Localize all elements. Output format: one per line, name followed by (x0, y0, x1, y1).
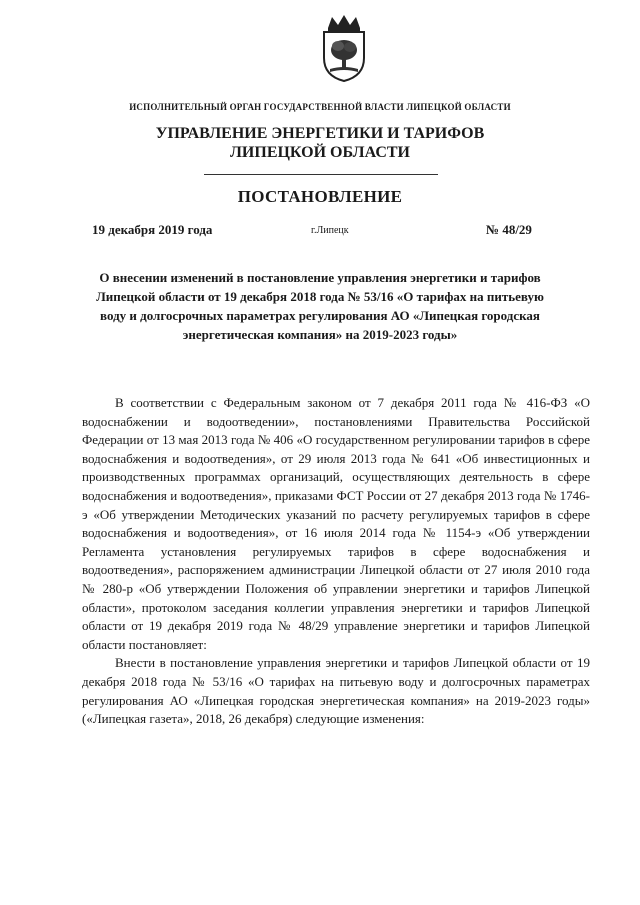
document-title: О внесении изменений в постановление управления энергетики и тарифов Липецкой области от 19 декабря 2018 года № 53/16 «О тарифах на питьевую воду и долгосрочных параметрах регулирования АО «Липецкая городская энергетическая компания» на 2019-2023 годы» (96, 270, 544, 342)
body-paragraph-preamble: В соответствии с Федеральным законом от 7 декабря 2011 года № 416-ФЗ «О водоснабжении и водоотведении», постановлениями Правительства Российской Федерации от 13 мая 2013 года № 406 «О государственном регулировании тарифов в сфере водоснабжения и водоотведения», от 29 июля 2013 года № 641 «Об инвестиционных и производственных программах организаций, осуществляющих деятельность в сфере водоснабжения и водоотведения», приказами ФСТ России от 27 декабря 2013 года № 1746-э «Об утверждении Методических указаний по расчету регулируемых тарифов в сфере водоснабжения и водоотведения», от 16 июля 2014 года № 1154-э «Об утверждении Регламента установления регулируемых тарифов в сфере водоснабжения и водоотведения», распоряжением администрации Липецкой области от 27 июля 2010 года № 280-р «Об утверждении Положения об управлении энергетики и тарифов Липецкой области», протоколом заседания коллегии управления энергетики и тарифов Липецкой области от 19 декабря 2019 года № 48/29 управление энергетики и тарифов Липецкой области постановляет: (82, 395, 590, 652)
document-body (82, 394, 590, 729)
body-paragraph-resolution: Внести в постановление управления энергетики и тарифов Липецкой области от 19 декабря 2018 года № 53/16 «О тарифах на питьевую воду и долгосрочных параметрах регулирования АО «Липецкая городская энергетическая компания» на 2019-2023 годы» («Липецкая газета», 2018, 26 декабря) следующие изменения: (82, 655, 590, 727)
organization-name-line2: ЛИПЕЦКОЙ ОБЛАСТИ (230, 144, 410, 161)
document-number: № 48/29 (486, 222, 532, 237)
issuer-line: ИСПОЛНИТЕЛЬНЫЙ ОРГАН ГОСУДАРСТВЕННОЙ ВЛАСТИ ЛИПЕЦКОЙ ОБЛАСТИ (129, 102, 511, 112)
document-date: 19 декабря 2019 года (92, 222, 213, 237)
header-divider (204, 174, 438, 175)
document-city: г.Липецк (311, 225, 349, 236)
document-type: ПОСТАНОВЛЕНИЕ (237, 187, 403, 206)
organization-name (0, 124, 640, 162)
coat-of-arms-icon (318, 14, 370, 82)
organization-name-line1: УПРАВЛЕНИЕ ЭНЕРГЕТИКИ И ТАРИФОВ (155, 125, 485, 142)
